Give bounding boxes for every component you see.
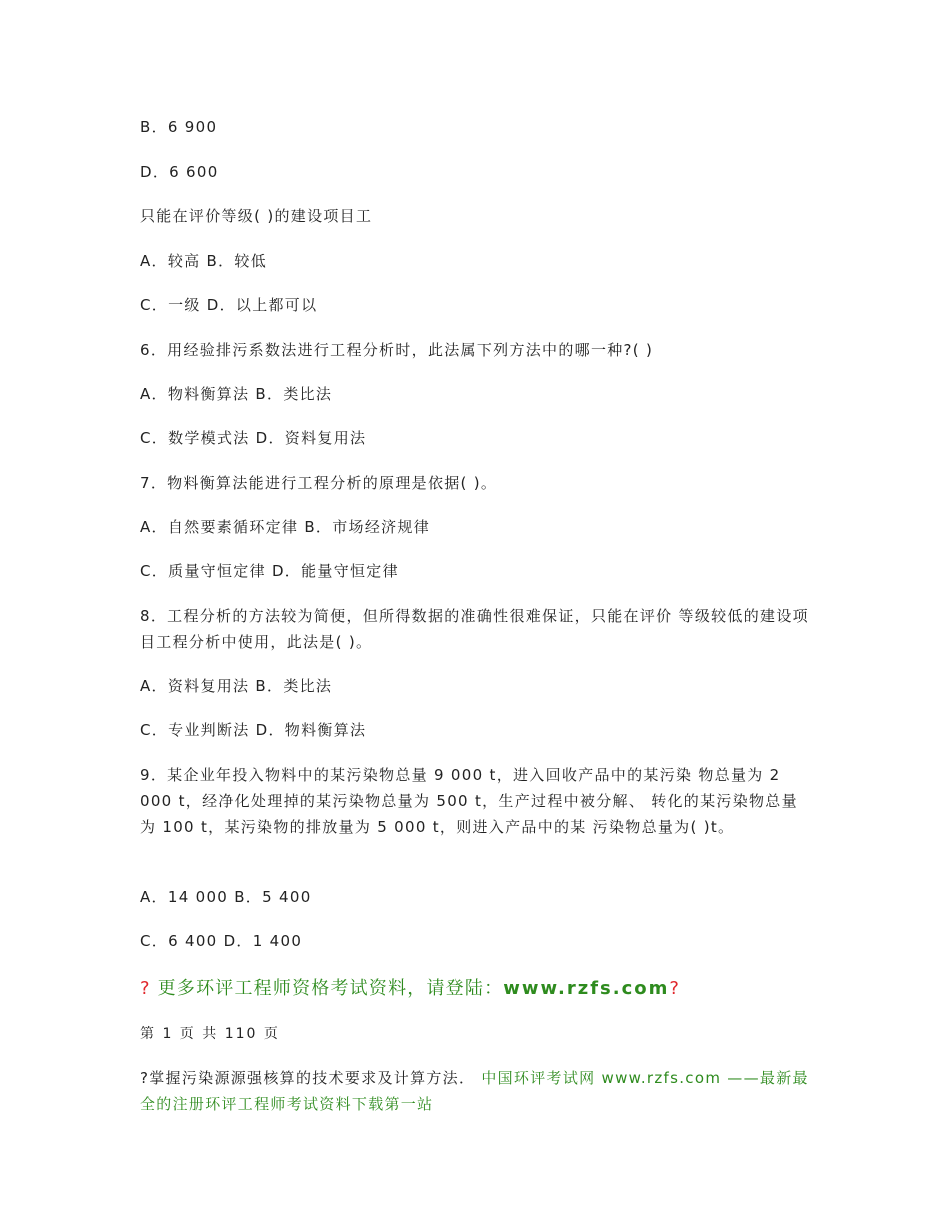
question-8-options-ab: A．资料复用法 B．类比法 (140, 677, 333, 695)
footer-note (140, 1065, 810, 1117)
footer-site-text[interactable]: 中国环评考试网 www.rzfs.com ——最新最全的注册环评工程师考试资料下载第一站 (140, 1069, 809, 1113)
question-5-options-cd: C．一级 D．以上都可以 (140, 296, 318, 314)
promo-mark-right: ? (669, 978, 681, 999)
question-6-options-cd: C．数学模式法 D．资料复用法 (140, 429, 367, 447)
promo-mark-left: ? (140, 978, 151, 999)
option-line-b: B．6 900 (140, 118, 218, 136)
page-number: 第 1 页 共 110 页 (140, 1026, 280, 1042)
option-line-d: D．6 600 (140, 163, 219, 181)
question-9-options-ab: A．14 000 B．5 400 (140, 888, 312, 906)
question-7-options-ab: A．自然要素循环定律 B．市场经济规律 (140, 518, 431, 536)
question-fragment: 只能在评价等级( )的建设项目工 (140, 207, 373, 225)
question-9-options-cd: C．6 400 D．1 400 (140, 932, 303, 950)
question-8: 8．工程分析的方法较为简便，但所得数据的准确性很难保证，只能在评价 等级较低的建设项目工程分析中使用，此法是( )。 (140, 607, 809, 651)
promo-banner (140, 976, 810, 1002)
question-6-options-ab: A．物料衡算法 B．类比法 (140, 385, 333, 403)
question-7: 7．物料衡算法能进行工程分析的原理是依据( )。 (140, 474, 498, 492)
question-5-options-ab: A．较高 B．较低 (140, 252, 268, 270)
promo-site-link[interactable]: www.rzfs.com (503, 978, 670, 999)
footer-dark-text: ?掌握污染源源强核算的技术要求及计算方法． (140, 1069, 476, 1087)
promo-text: 更多环评工程师资格考试资料，请登陆： (150, 978, 504, 999)
question-8-options-cd: C．专业判断法 D．物料衡算法 (140, 721, 367, 739)
question-9: 9．某企业年投入物料中的某污染物总量 9 000 t，进入回收产品中的某污染 物总量为 2 000 t，经净化处理掉的某污染物总量为 500 t，生产过程中被分解、 转化的某污染物总量为 100 t，某污染物的排放量为 5 000 t，则进入产品中的某 污染物总量为( )t。 (140, 766, 798, 836)
question-6: 6．用经验排污系数法进行工程分析时，此法属下列方法中的哪一种?( ) (140, 341, 654, 359)
question-7-options-cd: C．质量守恒定律 D．能量守恒定律 (140, 562, 399, 580)
